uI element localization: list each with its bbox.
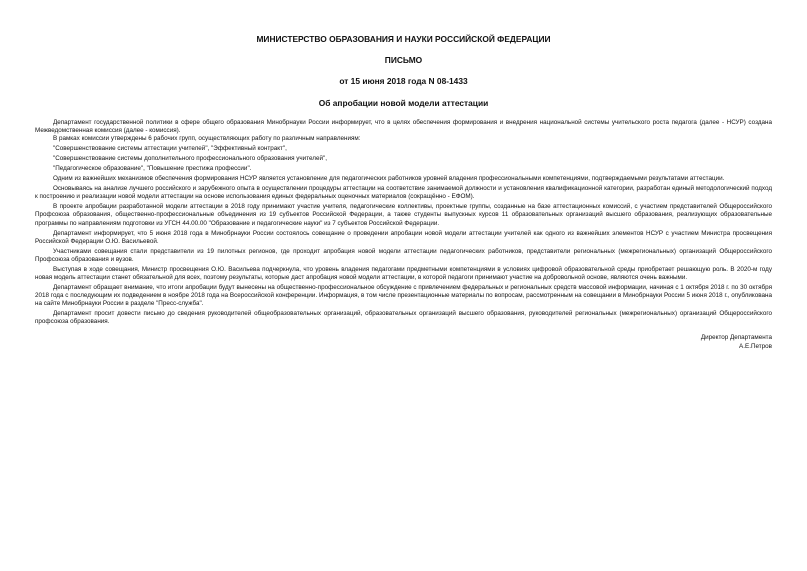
- paragraph: Одним из важнейших механизмов обеспечения формирования НСУР является установление для педагогических работников уровней владения профессиональными компетенциями, подтверждаемыми результатами аттестации.: [53, 175, 725, 183]
- signature-name: А.Е.Петров: [739, 342, 772, 350]
- paragraph: "Педагогическое образование", "Повышение престижа профессии".: [53, 165, 252, 173]
- paragraph: Департамент информирует, что 5 июня 2018 года в Минобрнауки России состоялось совещание о проведении апробации новой модели аттестации учителей как одного из важнейших элементов НСУР с участием Министра просвещения Российской Федерации О.Ю. Васильевой.: [35, 229, 772, 245]
- paragraph: "Совершенствование системы аттестации учителей", "Эффективный контракт",: [53, 145, 287, 153]
- paragraph: Департамент просит довести письмо до сведения руководителей общеобразовательных организаций, образовательных организаций высшего образования, руководителей региональных (межрегиональных) организаций Общероссийского профсоюза образования.: [35, 309, 772, 326]
- paragraph: В проекте апробации разработанной модели аттестации в 2018 году принимают участие учителя, педагогические коллективы, проектные группы, созданные на базе аттестационных комиссий, с участием представителей Общероссийского Профсоюза образования, общественно-профессиональные объединения из 19 субъектов Российской Федерации, а также студенты выпускных курсов 11 образовательных организаций высшего образования, реализующих образовательные программы по направлениям подготовки из УГСН 44.00.00 "Образование и педагогические науки" из 7 субъектов Российской Федерации.: [35, 203, 772, 227]
- paragraph: Департамент государственной политики в сфере общего образования Минобрнауки России информирует, что в целях обеспечения формирования и внедрения национальной системы учительского роста педагога (далее - НСУР) создана Межведомственная комиссия (далее - комиссия).: [35, 119, 772, 135]
- document-subject: Об апробации новой модели аттестации: [318, 98, 489, 108]
- ministry-heading: МИНИСТЕРСТВО ОБРАЗОВАНИЯ И НАУКИ РОССИЙСКОЙ ФЕДЕРАЦИИ: [256, 34, 551, 44]
- signature-block: [35, 334, 772, 351]
- paragraph: Выступая в ходе совещания, Министр просвещения О.Ю. Васильева подчеркнула, что уровень владения педагогами предметными компетенциями в условиях цифровой образовательной среды приобретает решающую роль. В 2020-м году новая модель аттестации станет обязательной для всех, поэтому результаты, которые даст апробация новой модели аттестации, в которой педагоги принимают участие на добровольной основе, являются очень важными.: [35, 265, 772, 281]
- paragraph: В рамках комиссии утверждены 6 рабочих групп, осуществляющих работу по различным направлениям:: [53, 135, 361, 143]
- document-type: ПИСЬМО: [384, 55, 423, 65]
- paragraph: "Совершенствование системы дополнительного профессионального образования учителей",: [53, 155, 327, 163]
- paragraph: Основываясь на анализе лучшего российского и зарубежного опыта в осуществлении процедуры аттестации на соответствие занимаемой должности и установления квалификационной категории, разработан единый методологический подход к построению и реализации новой модели аттестации на основе использования единых федеральных оценочных материалов (сокращённо - ЕФОМ).: [35, 185, 772, 201]
- document-body: [35, 119, 772, 326]
- document-date-number: от 15 июня 2018 года N 08-1433: [339, 76, 468, 86]
- document-page: [35, 0, 772, 351]
- paragraph: Участниками совещания стали представители из 19 пилотных регионов, где проходит апробация новой модели аттестации педагогических работников, представители региональных (межрегиональных) организаций Общероссийского Профсоюза образования и вузов.: [35, 247, 772, 263]
- paragraph: Департамент обращает внимание, что итоги апробации будут вынесены на общественно-профессиональное обсуждение с привлечением федеральных и региональных средств массовой информации, начиная с 1 октября 2018 г. по 30 октября 2018 года с последующим их подведением в ноябре 2018 года на Всероссийской конференции. Информация, в том числе презентационные материалы по вопросам, рассмотренным на совещании в Минобрнауки России 5 июня 2018 г., опубликована на сайте Минобрнауки России в разделе "Пресс-служба".: [35, 283, 772, 307]
- signature-position: Директор Департамента: [700, 334, 772, 342]
